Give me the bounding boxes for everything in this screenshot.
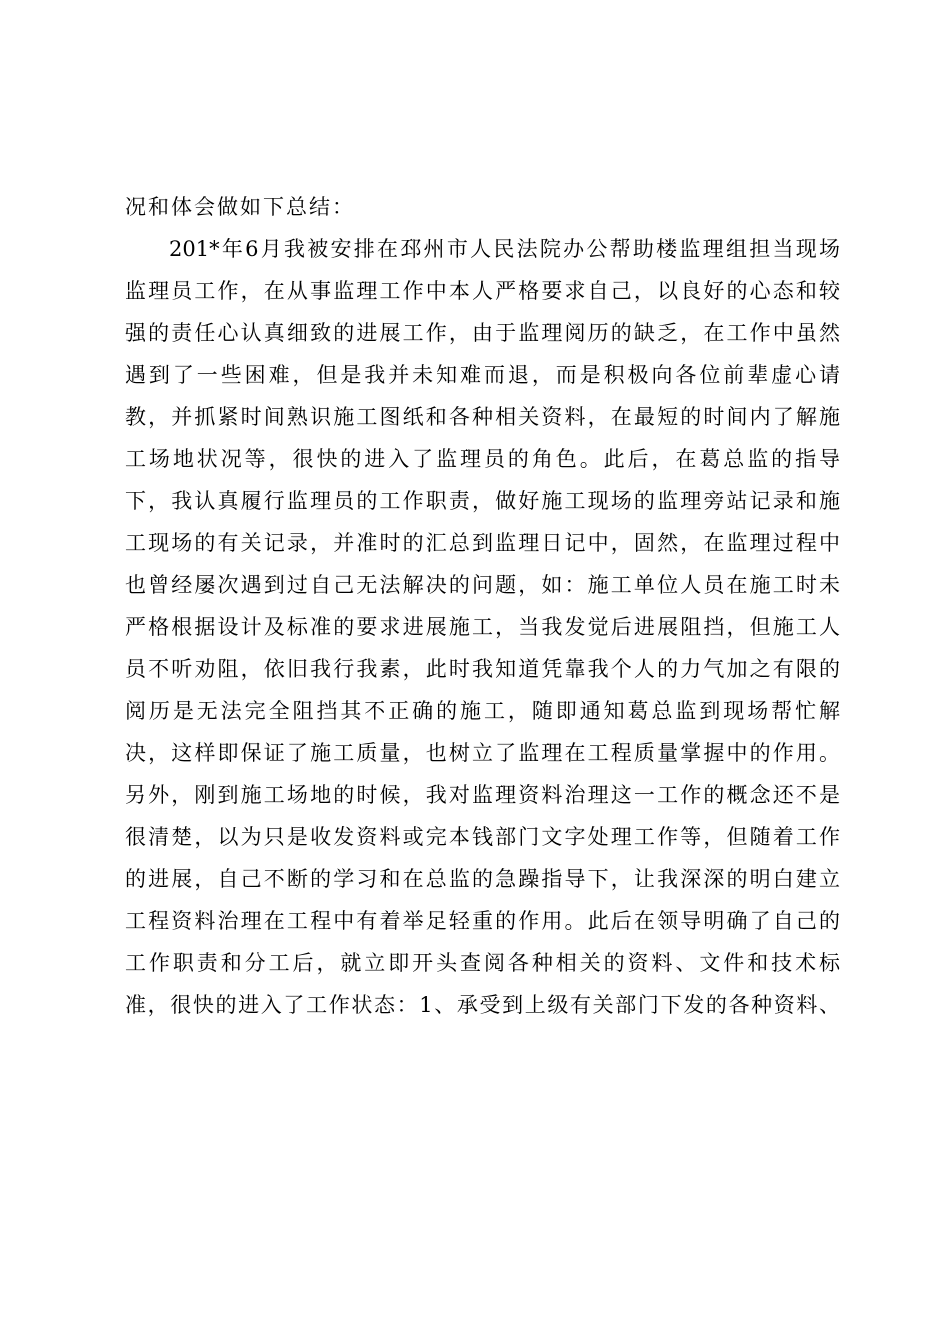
- text-line: 另外，刚到施工场地的时候，我对监理资料治理这一工作的概念还不是: [125, 783, 840, 807]
- text-line: 阅历是无法完全阻挡其不正确的施工，随即通知葛总监到现场帮忙解: [125, 699, 840, 723]
- text-line: 准，很快的进入了工作状态：1、承受到上级有关部门下发的各种资料、: [125, 993, 840, 1017]
- text-line: 决，这样即保证了施工质量，也树立了监理在工程质量掌握中的作用。: [125, 741, 840, 765]
- text-line: 的进展，自己不断的学习和在总监的急躁指导下，让我深深的明白建立: [125, 867, 840, 891]
- text-line: 工场地状况等，很快的进入了监理员的角色。此后，在葛总监的指导: [125, 447, 840, 471]
- text-line: 很清楚，以为只是收发资料或完本钱部门文字处理工作等，但随着工作: [125, 825, 840, 849]
- text-line: 强的责任心认真细致的进展工作，由于监理阅历的缺乏，在工作中虽然: [125, 321, 840, 345]
- text-line: 监理员工作，在从事监理工作中本人严格要求自己，以良好的心态和较: [125, 279, 840, 303]
- text-line: 遇到了一些困难，但是我并未知难而退，而是积极向各位前辈虚心请: [125, 363, 840, 387]
- text-line: 工现场的有关记录，并准时的汇总到监理日记中，固然，在监理过程中: [125, 531, 840, 555]
- text-line: 况和体会做如下总结：: [125, 195, 355, 219]
- text-line: 工作职责和分工后，就立即开头查阅各种相关的资料、文件和技术标: [125, 951, 840, 975]
- text-line: 严格根据设计及标准的要求进展施工，当我发觉后进展阻挡，但施工人: [125, 615, 840, 639]
- text-line: 工程资料治理在工程中有着举足轻重的作用。此后在领导明确了自己的: [125, 909, 840, 933]
- text-line: 教，并抓紧时间熟识施工图纸和各种相关资料，在最短的时间内了解施: [125, 405, 840, 429]
- text-line: 也曾经屡次遇到过自己无法解决的问题，如：施工单位人员在施工时未: [125, 573, 840, 597]
- text-line: 员不听劝阻，依旧我行我素，此时我知道凭靠我个人的力气加之有限的: [125, 657, 840, 681]
- text-line: 201*年6月我被安排在邳州市人民法院办公帮助楼监理组担当现场: [169, 237, 840, 261]
- text-line: 下，我认真履行监理员的工作职责，做好施工现场的监理旁站记录和施: [125, 489, 840, 513]
- body-text: [125, 186, 840, 1026]
